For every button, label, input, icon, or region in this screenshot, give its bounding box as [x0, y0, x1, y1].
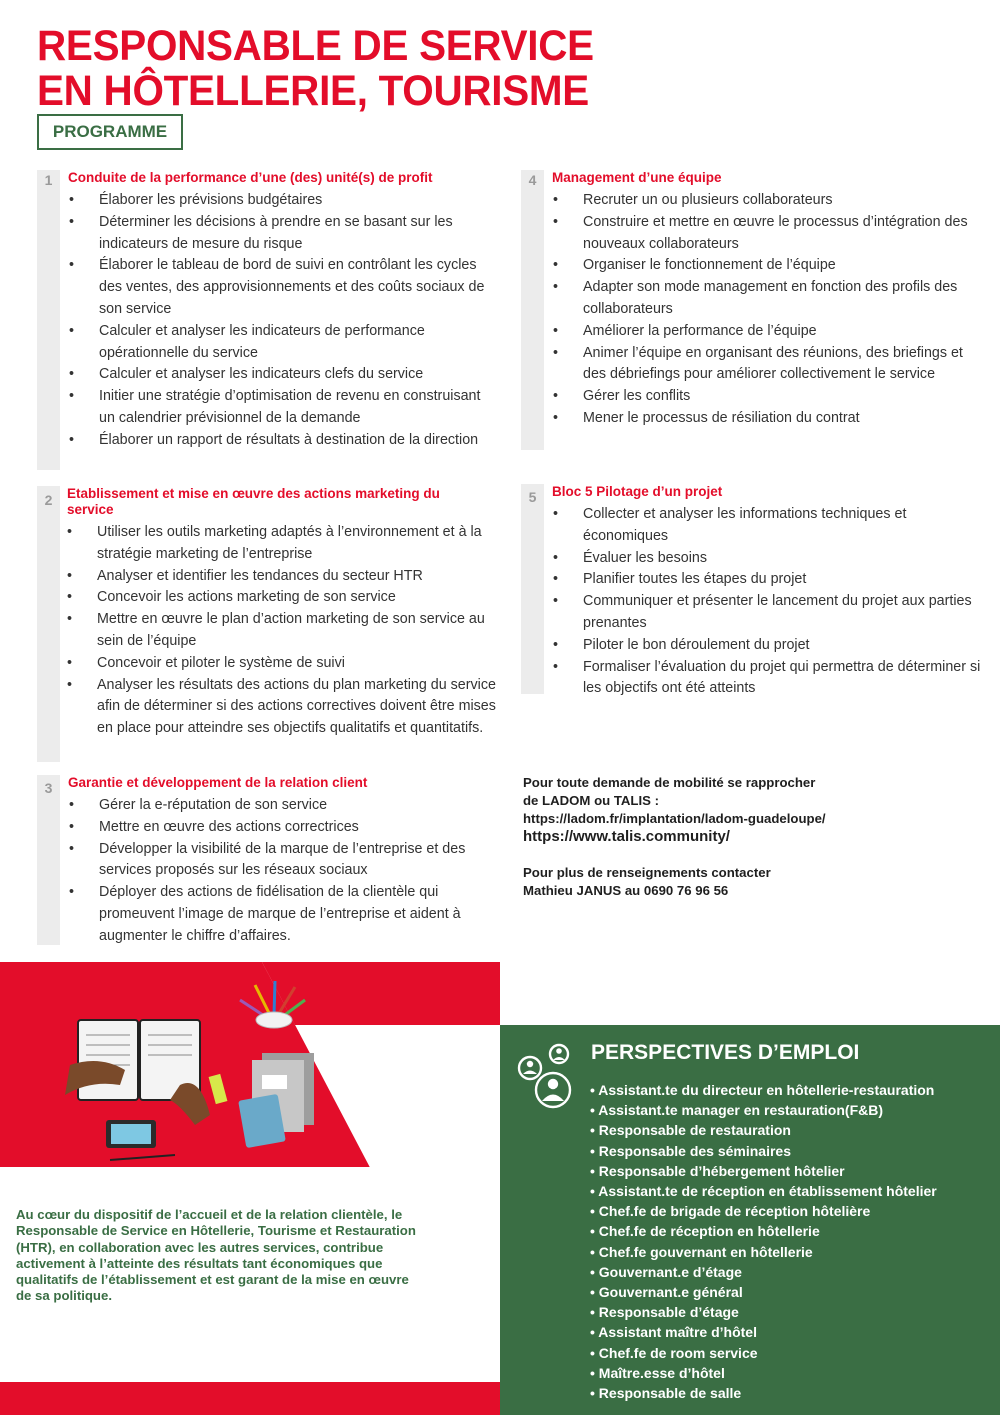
- block-sidebar: [37, 486, 60, 762]
- list-item: • Analyser les résultats des actions du plan marketing du service afin de déterminer si des actions correctives doivent être mises en place pour atteindre ses objectifs qualitatifs et quantitatifs.: [97, 675, 499, 740]
- list-item: • Gérer les conflits: [583, 386, 983, 408]
- block-title: Bloc 5 Pilotage d’un projet: [552, 484, 723, 499]
- list-item: • Concevoir les actions marketing de son service: [97, 587, 499, 609]
- block-list: [37, 795, 499, 948]
- list-item: • Chef.fe gouvernant en hôtellerie: [590, 1243, 813, 1260]
- ladom-link[interactable]: https://ladom.fr/implantation/ladom-guadeloupe/: [523, 811, 826, 826]
- list-item: • Gouvernant.e d’étage: [590, 1263, 742, 1280]
- list-item: • Déployer des actions de fidélisation de la clientèle qui promeuvent l’image de marque de l’entreprise et aident à augmenter le chiffre d’affaires.: [99, 882, 499, 947]
- list-item: • Chef.fe de réception en hôtellerie: [590, 1223, 820, 1240]
- list-item: • Élaborer le tableau de bord de suivi en contrôlant les cycles des ventes, des approvisionnements et des coûts sociaux de son service: [99, 255, 499, 320]
- list-item: • Élaborer les prévisions budgétaires: [99, 190, 499, 212]
- perspectives-title: PERSPECTIVES D’EMPLOI: [591, 1041, 860, 1064]
- programme-block-4: [521, 170, 983, 450]
- contact-line: Pour plus de renseignements contacter: [523, 865, 771, 880]
- programme-block-1: [37, 170, 499, 470]
- list-item: • Calculer et analyser les indicateurs de performance opérationnelle du service: [99, 321, 499, 365]
- list-item: • Gouvernant.e général: [590, 1284, 743, 1301]
- list-item: • Concevoir et piloter le système de suivi: [97, 653, 499, 675]
- block-title: Etablissement et mise en œuvre des actions marketing du service: [67, 486, 440, 517]
- perspectives-list: [590, 1080, 937, 1403]
- block-sidebar: [521, 170, 544, 450]
- block-title: Management d’une équipe: [552, 170, 722, 185]
- list-item: • Responsable d’étage: [590, 1304, 739, 1321]
- list-item: • Chef.fe de brigade de réception hôtelière: [590, 1203, 871, 1220]
- list-item: • Utiliser les outils marketing adaptés à l’environnement et à la stratégie marketing de l’entreprise: [97, 522, 499, 566]
- list-item: • Calculer et analyser les indicateurs clefs du service: [99, 364, 499, 386]
- intro-paragraph: Au cœur du dispositif de l’accueil et de la relation clientèle, le Responsable de Service en Hôtellerie, Tourisme et Restauration (HTR), en collaboration avec les autres services, contribue activement à l’atteinte des résultats tant économiques que qualitatifs de l’établissement et est garant de la mise en œuvre de sa politique.: [16, 1207, 416, 1304]
- list-item: • Initier une stratégie d’optimisation de revenu en construisant un calendrier prévisionnel de la demande: [99, 386, 499, 430]
- title-line-1: RESPONSABLE DE SERVICE: [37, 22, 594, 70]
- list-item: • Mener le processus de résiliation du contrat: [583, 408, 983, 430]
- block-list: [521, 504, 983, 700]
- block-sidebar: [521, 484, 544, 694]
- block-list: [37, 522, 499, 740]
- list-item: • Animer l’équipe en organisant des réunions, des briefings et des débriefings pour améliorer collectivement le service: [583, 343, 983, 387]
- list-item: • Organiser le fonctionnement de l’équipe: [583, 255, 983, 277]
- list-item: • Analyser et identifier les tendances du secteur HTR: [97, 566, 499, 588]
- block-number: 1: [44, 172, 53, 188]
- list-item: • Assistant maître d’hôtel: [590, 1324, 757, 1341]
- desk-illustration-icon: [30, 975, 330, 1175]
- programme-block-3: [37, 775, 499, 945]
- list-item: • Déterminer les décisions à prendre en se basant sur les indicateurs de mesure du risque: [99, 212, 499, 256]
- list-item: • Construire et mettre en œuvre le processus d’intégration des nouveaux collaborateurs: [583, 212, 983, 256]
- list-item: • Responsable d’hébergement hôtelier: [590, 1162, 845, 1179]
- list-item: • Gérer la e-réputation de son service: [99, 795, 499, 817]
- list-item: • Assistant.te du directeur en hôtellerie-restauration: [590, 1082, 935, 1098]
- block-list: [37, 190, 499, 452]
- contact-phone: Mathieu JANUS au 0690 76 96 56: [523, 883, 729, 898]
- block-number: 3: [44, 780, 53, 796]
- list-item: • Évaluer les besoins: [583, 548, 983, 570]
- list-item: • Planifier toutes les étapes du projet: [583, 569, 983, 591]
- list-item: • Collecter et analyser les informations techniques et économiques: [583, 504, 983, 548]
- spacer: [523, 846, 963, 864]
- block-sidebar: [37, 170, 60, 470]
- list-item: • Adapter son mode management en fonction des profils des collaborateurs: [583, 277, 983, 321]
- page-title: [37, 24, 594, 114]
- block-sidebar: [37, 775, 60, 945]
- block-number: 2: [44, 492, 53, 508]
- list-item: • Mettre en œuvre le plan d’action marketing de son service au sein de l’équipe: [97, 609, 499, 653]
- list-item: • Responsable de restauration: [590, 1122, 791, 1139]
- block-list: [521, 190, 983, 430]
- talis-link[interactable]: https://www.talis.community/: [523, 828, 730, 845]
- list-item: • Formaliser l’évaluation du projet qui permettra de déterminer si les objectifs ont été atteints: [583, 657, 983, 701]
- list-item: • Assistant.te manager en restauration(F&B): [590, 1102, 884, 1119]
- contact-line: de LADOM ou TALIS :: [523, 793, 660, 808]
- list-item: • Recruter un ou plusieurs collaborateurs: [583, 190, 983, 212]
- list-item: • Maître.esse d’hôtel: [590, 1364, 725, 1381]
- list-item: • Piloter le bon déroulement du projet: [583, 635, 983, 657]
- list-item: • Assistant.te de réception en établissement hôtelier: [590, 1183, 937, 1200]
- list-item: • Communiquer et présenter le lancement du projet aux parties prenantes: [583, 591, 983, 635]
- block-number: 5: [528, 489, 537, 505]
- list-item: • Chef.fe de room service: [590, 1344, 758, 1361]
- list-item: • Responsable de salle: [590, 1385, 742, 1402]
- list-item: • Élaborer un rapport de résultats à destination de la direction: [99, 430, 499, 452]
- programme-block-2: [37, 486, 499, 762]
- title-line-2: EN HÔTELLERIE, TOURISME: [37, 67, 589, 115]
- contact-line: Pour toute demande de mobilité se rapprocher: [523, 775, 816, 790]
- list-item: • Responsable des séminaires: [590, 1142, 791, 1159]
- block-title: Conduite de la performance d’une (des) unité(s) de profit: [68, 170, 433, 185]
- programme-badge: PROGRAMME: [37, 114, 183, 150]
- list-item: • Améliorer la performance de l’équipe: [583, 321, 983, 343]
- list-item: • Mettre en œuvre des actions correctrices: [99, 817, 499, 839]
- programme-block-5: [521, 484, 983, 697]
- people-group-icon: [516, 1043, 580, 1113]
- list-item: • Développer la visibilité de la marque de l’entreprise et des services proposés sur les réseaux sociaux: [99, 839, 499, 883]
- block-number: 4: [528, 172, 537, 188]
- block-title: Garantie et développement de la relation client: [68, 775, 368, 790]
- contact-info: [523, 774, 963, 900]
